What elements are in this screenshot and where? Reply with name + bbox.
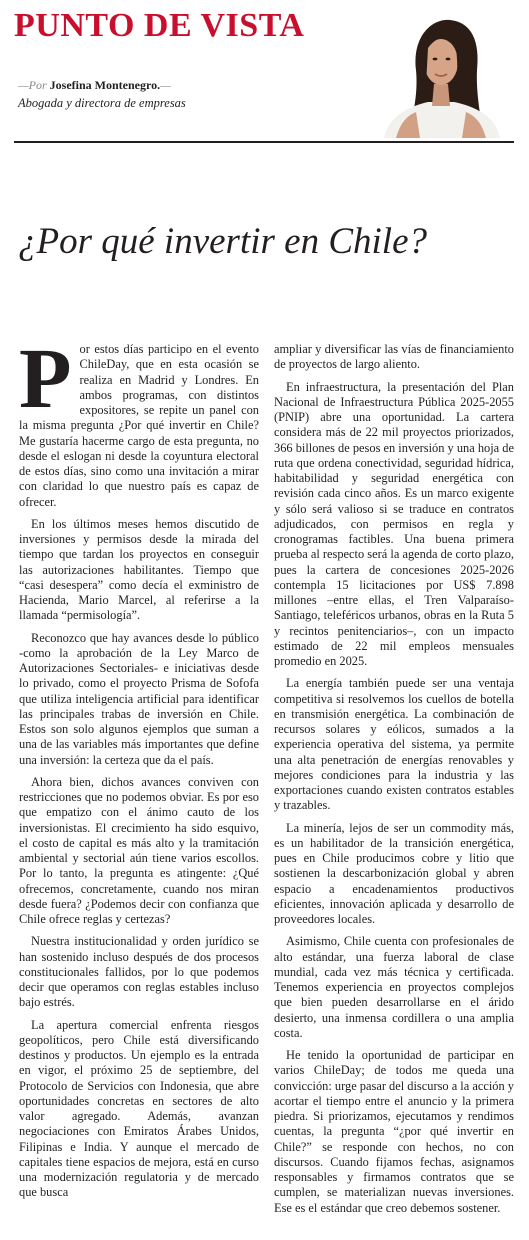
article-paragraph: La apertura comercial enfrenta riesgos geopolíticos, pero Chile está diversificando destinos y productos. Un ejemplo es la entrada en vigor, el próximo 25 de septiembre, del Protocolo de Servicios con Indonesia, que abre oportunidades concretas en sectores de alto valor agregado. Además, avanzan negociaciones con Emiratos Árabes Unidos, Filipinas e India. Y aunque el mercado de capitales tiene espacios de mejora, está en curso una modernización regulatoria y de mercado que busca [19,1017,259,1200]
article-paragraph: La energía también puede ser una ventaja competitiva si resolvemos los cuellos de botella en transmisión energética. La combinación de recursos solares y eólicos, sumados a la experiencia operativa del sistema, ya permite una alta penetración de energías renovables y mejores condiciones para la industria y las exportaciones cuando existen contratos estables y trazables. [274,676,514,813]
article-paragraph [19,330,259,510]
author-role: Abogada y directora de empresas [18,96,186,110]
article-paragraph: Nuestra institucionalidad y orden jurídico se han sostenido incluso después de dos procesos constitucionales fallidos, por lo que podemos decir que operamos con reglas estables incluso bajo estrés. [19,934,259,1010]
byline [18,78,171,92]
article-header [0,0,529,140]
article-paragraph: Reconozco que hay avances desde lo público -como la aprobación de la Ley Marco de Autorizaciones Sectoriales- e iniciativas desde lo privado, como el proyecto Prisma de Sofofa que utiliza inteligencia artificial para identificar las principales trabas de inversión en Chile. Estos son solo algunos ejemplos que suman a una de las variables más importantes que define una inversión: la certeza que da el país. [19,630,259,767]
article-paragraph: ampliar y diversificar las vías de financiamiento de proyectos de largo aliento. [274,342,514,372]
header-rule [14,141,514,143]
article-paragraph: Asimismo, Chile cuenta con profesionales de alto estándar, una fuerza laboral de clase mundial, cada vez más técnica y certificada. Tenemos experiencia en proyectos complejos que bien pueden desarrollarse en el árido desierto, una inmensa cordillera o una amplia costa. [274,934,514,1040]
article-paragraph: En infraestructura, la presentación del Plan Nacional de Infraestructura Pública 2025-2055 (PNIP) abre una oportunidad. La cartera considera más de 22 mil proyectos priorizados, 366 billones de pesos en inversión y una hoja de ruta que ordena conectividad, seguridad hídrica, habitabilidad y seguridad energética con revisión cada cinco años. Es un marco exigente y sólo será valioso si se traduce en contratos adjudicados, con permisos en regla y cronogramas factibles. Una buena primera prueba al respecto será la agenda de corto plazo, pues la cartera de concesiones 2025-2026 contempla 15 licitaciones por US$ 7.898 millones –entre ellas, el Tren Valparaíso-Santiago, teleféricos urbanos, obras en la Ruta 5 y recintos penitenciarios–, con un impacto estimado de 22 mil empleos mensuales promedio en 2025. [274,379,514,668]
article-paragraph: La minería, lejos de ser un commodity más, es un habilitador de la transición energética, pues en Chile producimos cobre y litio que sostienen la descarbonización global y abren espacio a encadenamientos productivos eficientes, innovación aplicada y desarrollo de proveedores locales. [274,820,514,926]
section-title: PUNTO DE VISTA [14,7,305,44]
article-headline: ¿Por qué invertir en Chile? [18,221,427,262]
drop-cap: P [19,330,72,426]
paragraph-text: or estos días participo en el evento ChileDay, que en esta ocasión se realiza en Madrid y Londres. En ambos programas, con distintos expositores, se repite un panel con la misma pregunta ¿Por qué invertir en Chile? Me gustaría hacerme cargo de esta pregunta, no desde el eslogan ni desde la coyuntura electoral de estos días, sino como una invitación a mirar con claridad lo que nuestro país es capaz de ofrecer. [19,342,259,509]
author-name: Josefina Montenegro. [49,78,161,92]
byline-prefix: —Por [18,78,47,92]
author-portrait [376,12,506,138]
article-column-left [19,330,259,1208]
article-column-right [274,342,514,1223]
article-paragraph: He tenido la oportunidad de participar en varios ChileDay; de todos me queda una convicción: urge pasar del discurso a la acción y acortar el tiempo entre el anuncio y la primera piedra. Si priorizamos, ejecutamos y rendimos cuentas, la pregunta “¿por qué invertir en Chile?” se responde con hechos, no con discursos. Cuando fijamos fechas, asignamos responsables y firmamos contratos que se cumplen, se materializan nuevas inversiones. Ese es el estándar que creo debemos sostener. [274,1048,514,1215]
byline-suffix: — [160,78,171,92]
article-paragraph: En los últimos meses hemos discutido de inversiones y permisos desde la mirada del tiempo que tardan los proyectos en conseguir las autorizaciones habilitantes. Tiempo que “casi desespera” como decía el exministro de Hacienda, Mario Marcel, al referirse a la llamada “permisología”. [19,516,259,623]
article-paragraph: Ahora bien, dichos avances conviven con restricciones que no podemos obviar. Es por eso que empatizo con el ánimo cauto de los inversionistas. El crecimiento ha sido esquivo, el costo de capital es más alto y la tramitación ambiental y sectorial aún tiene varios escollos. Por lo tanto, la pregunta es atingente: ¿Qué ofrecemos, concretamente, cuando nos miran desde fuera? ¿Podemos decir con confianza que Chile ofrece reglas y certezas? [19,774,259,926]
